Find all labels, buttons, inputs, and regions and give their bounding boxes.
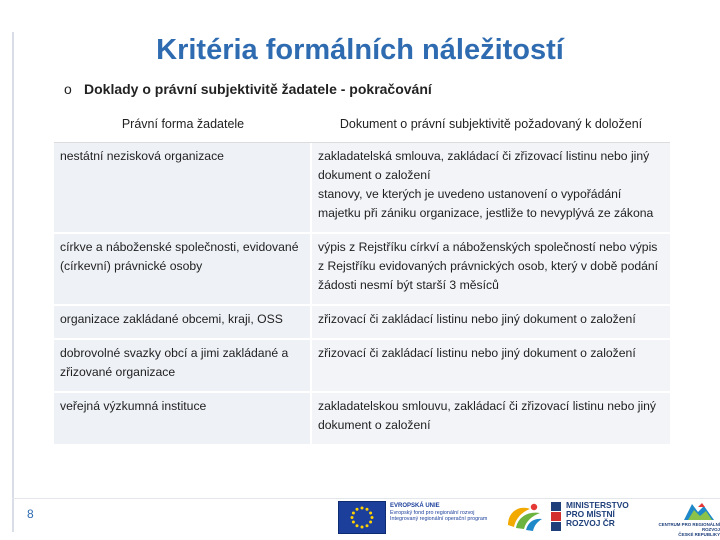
eu-text-line: Integrovaný regionální operační program [390,516,488,523]
column-header-legal-form: Právní forma žadatele [54,107,312,143]
eu-program-text [390,503,488,523]
table-row [54,393,670,446]
ministry-mark-icon [550,500,562,532]
table-row [54,143,670,234]
legal-form-table [54,107,670,446]
eu-text-line: Evropský fond pro regionální rozvoj [390,509,475,516]
document-line: zakladatelskou smlouvu, zakládací či zřizovací listinu nebo jiný dokument o založení [318,399,657,432]
page-title: Kritéria formálních náležitostí [156,34,564,66]
crr-text-line: CENTRUM PRO REGIONÁLNÍ ROZVOJ [658,522,720,532]
document-cell [312,393,670,446]
eu-text-line: EVROPSKÁ UNIE [390,503,440,509]
ministry-text-line: MINISTERSTVO [566,500,629,510]
footer-logos [338,498,720,538]
ministry-text-line: ROZVOJ ČR [566,518,615,529]
document-cell [312,143,670,234]
column-header-document: Dokument o právní subjektivitě požadovaný k doložení [312,107,670,143]
legal-form-cell: církve a náboženské společnosti, evidované (církevní) právnické osoby [54,234,312,306]
document-cell [312,306,670,340]
subtitle [64,81,432,97]
document-line: výpis z Rejstříku církví a náboženských společností nebo výpis z Rejstříku evidovaných právnických osob, který v době podání žádosti nesmí být starší 3 měsíců [318,240,659,292]
legal-form-cell: dobrovolné svazky obcí a jimi zakládané a zřizované organizace [54,340,312,393]
table-row [54,234,670,306]
legal-form-cell: nestátní nezisková organizace [54,143,312,234]
document-cell [312,340,670,393]
ministry-text-line: PRO MÍSTNÍ [566,509,615,520]
table-row [54,340,670,393]
crr-text-line: ČESKÉ REPUBLIKY [678,532,720,537]
irop-logo-icon [504,501,544,533]
legal-form-cell: veřejná výzkumná instituce [54,393,312,446]
document-cell [312,234,670,306]
document-line: stanovy, ve kterých je uvedeno ustanovení o vypořádání majetku při zániku organizace, jestliže to nevyplývá ze zákona [318,187,654,220]
document-line: zakladatelská smlouva, zakládací či zřizovací listinu nebo jiný dokument o založení [318,149,650,182]
subtitle-text: Doklady o právní subjektivitě žadatele - pokračování [84,81,432,97]
document-line: zřizovací či zakládací listinu nebo jiný dokument o založení [318,312,636,326]
page-number: 8 [27,507,34,521]
bullet-marker: o [64,81,72,97]
left-decorative-rule [12,32,14,532]
table-row [54,306,670,340]
ministry-text [566,501,646,529]
eu-flag-icon [338,501,386,534]
legal-form-cell: organizace zakládané obcemi, kraji, OSS [54,306,312,340]
table-header-row [54,107,670,143]
document-line: zřizovací či zakládací listinu nebo jiný dokument o založení [318,346,636,360]
crr-text [640,522,720,537]
